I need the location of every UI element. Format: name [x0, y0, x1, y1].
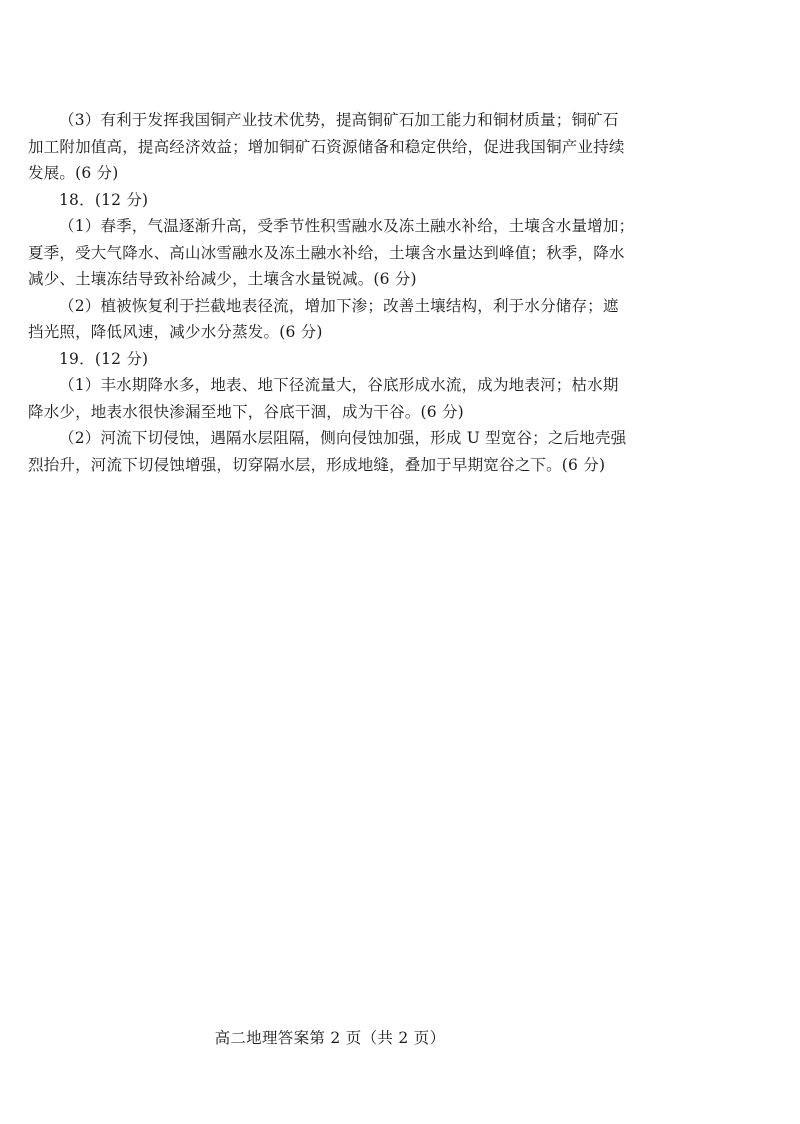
q17-3-line-3: 发展。(6 分) [28, 164, 119, 182]
q18-heading: 18．(12 分) [59, 190, 149, 209]
page-number-label: 高二地理答案第 2 页（共 2 页） [214, 1029, 446, 1047]
q19-1-line-1: （1）丰水期降水多，地表、地下径流量大，谷底形成水流，成为地表河；枯水期 [59, 376, 619, 394]
answer-body [28, 107, 638, 478]
q18-2-line-1: （2）植被恢复利于拦截地表径流，增加下渗；改善土壤结构，利于水分储存；遮 [59, 296, 619, 315]
q19-2-line-2: 烈抬升，河流下切侵蚀增强，切穿隔水层，形成地缝，叠加于早期宽谷之下。(6 分) [28, 455, 606, 474]
q17-3-line-1: （3）有利于发挥我国铜产业技术优势，提高铜矿石加工能力和铜材质量；铜矿石 [59, 111, 619, 129]
q19-1-line-2: 降水少，地表水很快渗漏至地下，谷底干涸，成为干谷。(6 分) [28, 402, 464, 421]
q18-1-line-2: 夏季，受大气降水、高山冰雪融水及冻土融水补给，土壤含水量达到峰值；秋季，降水 [28, 243, 625, 262]
q18-1-line-3: 减少、土壤冻结导致补给减少，土壤含水量锐减。(6 分) [28, 270, 417, 288]
q18-1-line-1: （1）春季，气温逐渐升高，受季节性积雪融水及冻土融水补给，土壤含水量增加； [59, 217, 635, 235]
q17-3-line-2: 加工附加值高，提高经济效益；增加铜矿石资源储备和稳定供给，促进我国铜产业持续 [28, 137, 625, 156]
page-footer [0, 1027, 800, 1049]
q19-2-line-1: （2）河流下切侵蚀，遇隔水层阻隔，侧向侵蚀加强，形成 U 型宽谷；之后地壳强 [59, 429, 627, 447]
q19-heading: 19．(12 分) [59, 349, 149, 368]
q18-2-line-2: 挡光照，降低风速，减少水分蒸发。(6 分) [28, 323, 323, 341]
